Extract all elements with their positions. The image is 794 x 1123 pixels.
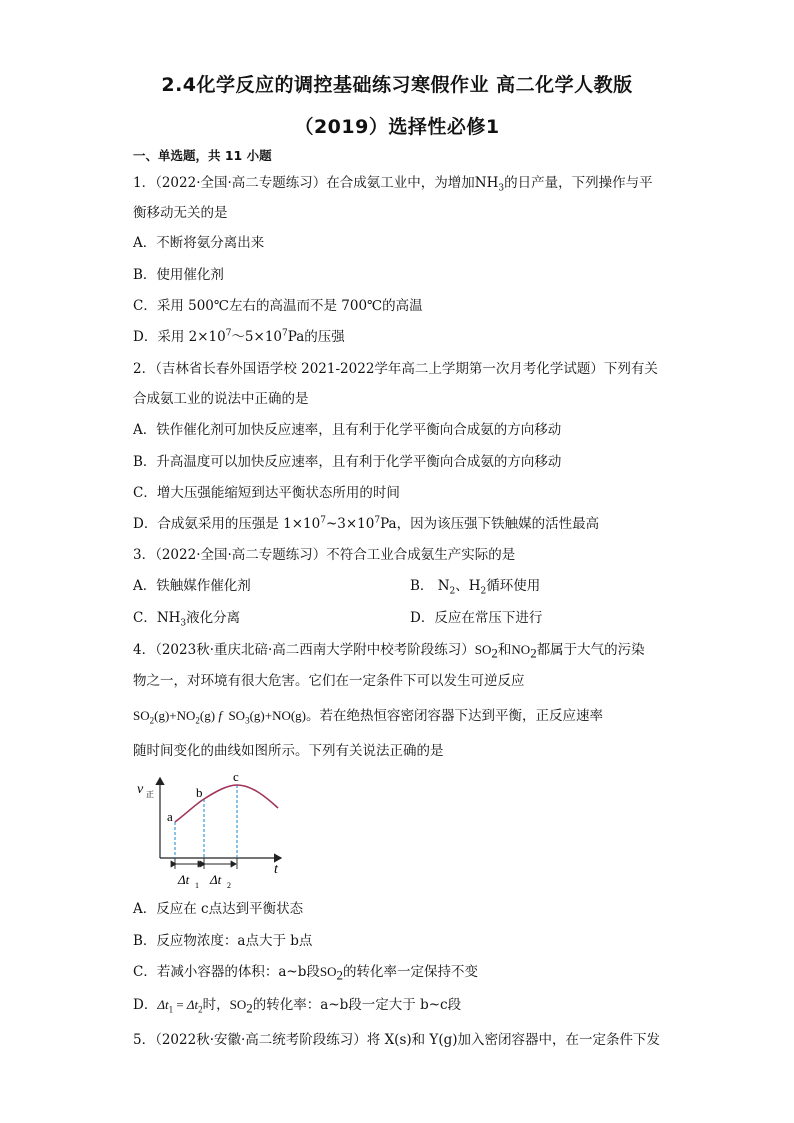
document-title-line1: 2.4化学反应的调控基础练习寒假作业 高二化学人教版	[161, 74, 633, 96]
q4-option-c: C．若减小容器的体积：a~b段$SO_2$的转化率一定保持不变	[133, 964, 478, 983]
q3-option-b: B． $N_2$、$H_2$循环使用	[410, 578, 541, 597]
q4-stem-line1: 4．（2023秋·重庆北碚·高二西南大学附中校考阶段练习）$SO_2$和$NO_2$都属于大气的污染	[133, 642, 645, 661]
y-axis-label-sub: 正	[146, 790, 154, 799]
point-a-label: a	[167, 809, 173, 824]
q4-stem-line3: $SO_2(g)+NO_2(g)$ f $SO_3(g)+NO(g)$。若在绝热恒容密闭容器下达到平衡，正反应速率	[133, 708, 604, 726]
q2-stem-line2: 合成氨工业的说法中正确的是	[133, 391, 309, 407]
q2-option-c: C．增大压强能缩短到达平衡状态所用的时间	[133, 485, 400, 501]
q4-stem-line2: 物之一，对环境有很大危害。它们在一定条件下可以发生可逆反应	[133, 673, 525, 689]
q4-option-d: D．$\Delta t_1 = \Delta t_2$时，$SO_2$的转化率：a~b段一定大于 b~c段	[133, 997, 462, 1016]
q3-stem: 3．（2022·全国·高二专题练习）不符合工业合成氨生产实际的是	[133, 547, 516, 563]
q1-option-c: C．采用 500℃左右的高温而不是 700℃的高温	[133, 298, 423, 314]
q2-option-a: A．铁作催化剂可加快反应速率，且有利于化学平衡向合成氨的方向移动	[133, 422, 562, 438]
y-axis-label: v	[137, 782, 144, 797]
q1-option-b: B．使用催化剂	[133, 267, 224, 283]
q3-option-c: C．$NH_3$液化分离	[133, 610, 241, 629]
rate-curve	[175, 785, 278, 822]
q3-option-d: D．反应在常压下进行	[410, 610, 543, 626]
q4-stem-line4: 随时间变化的曲线如图所示。下列有关说法正确的是	[133, 743, 444, 759]
x-axis-label: t	[274, 862, 278, 877]
q4-option-b: B．反应物浓度：a点大于 b点	[133, 933, 313, 949]
dt1-label-sub: 1	[195, 881, 199, 890]
q2-option-b: B．升高温度可以加快反应速率，且有利于化学平衡向合成氨的方向移动	[133, 454, 562, 470]
q1-stem-line2: 衡移动无关的是	[133, 205, 228, 221]
dt2-label: Δt	[210, 872, 222, 887]
q2-stem-line1: 2．（吉林省长春外国语学校 2021-2022学年高二上学期第一次月考化学试题）下列有关	[133, 361, 658, 377]
q2-option-d: D．合成氨采用的压强是 $1\times 10^7\sim 3\times 10^7Pa$，因为该压强下铁触媒的活性最高	[133, 515, 600, 532]
rate-time-graph	[133, 766, 293, 898]
dt1-label: Δt	[178, 872, 190, 887]
point-c-label: c	[233, 769, 239, 784]
q1-stem-line1: 1．（2022·全国·高二专题练习）在合成氨工业中，为增加$NH_3$的日产量，下列操作与平	[133, 175, 653, 194]
q5-stem-line1: 5．（2022秋·安徽·高二统考阶段练习）将 X(s)和 Y(g)加入密闭容器中，在一定条件下发	[133, 1032, 661, 1048]
section-heading: 一、单选题，共 11 小题	[133, 148, 272, 163]
reaction-equation: $SO_2(g)+NO_2(g)$ f $SO_3(g)+NO(g)$	[133, 708, 307, 726]
q1-option-a: A．不断将氨分离出来	[133, 235, 265, 251]
q1-option-d: D．采用 $2\times 10^7\sim 5\times 10^7Pa$的压强	[133, 328, 345, 345]
q4-option-a: A．反应在 c点达到平衡状态	[133, 901, 304, 917]
dt2-label-sub: 2	[227, 881, 231, 890]
q3-option-a: A．铁触媒作催化剂	[133, 578, 251, 594]
document-title-line2: （2019）选择性必修1	[294, 116, 500, 138]
reversible-arrow-glyph: f	[218, 708, 222, 723]
point-b-label: b	[196, 785, 203, 800]
